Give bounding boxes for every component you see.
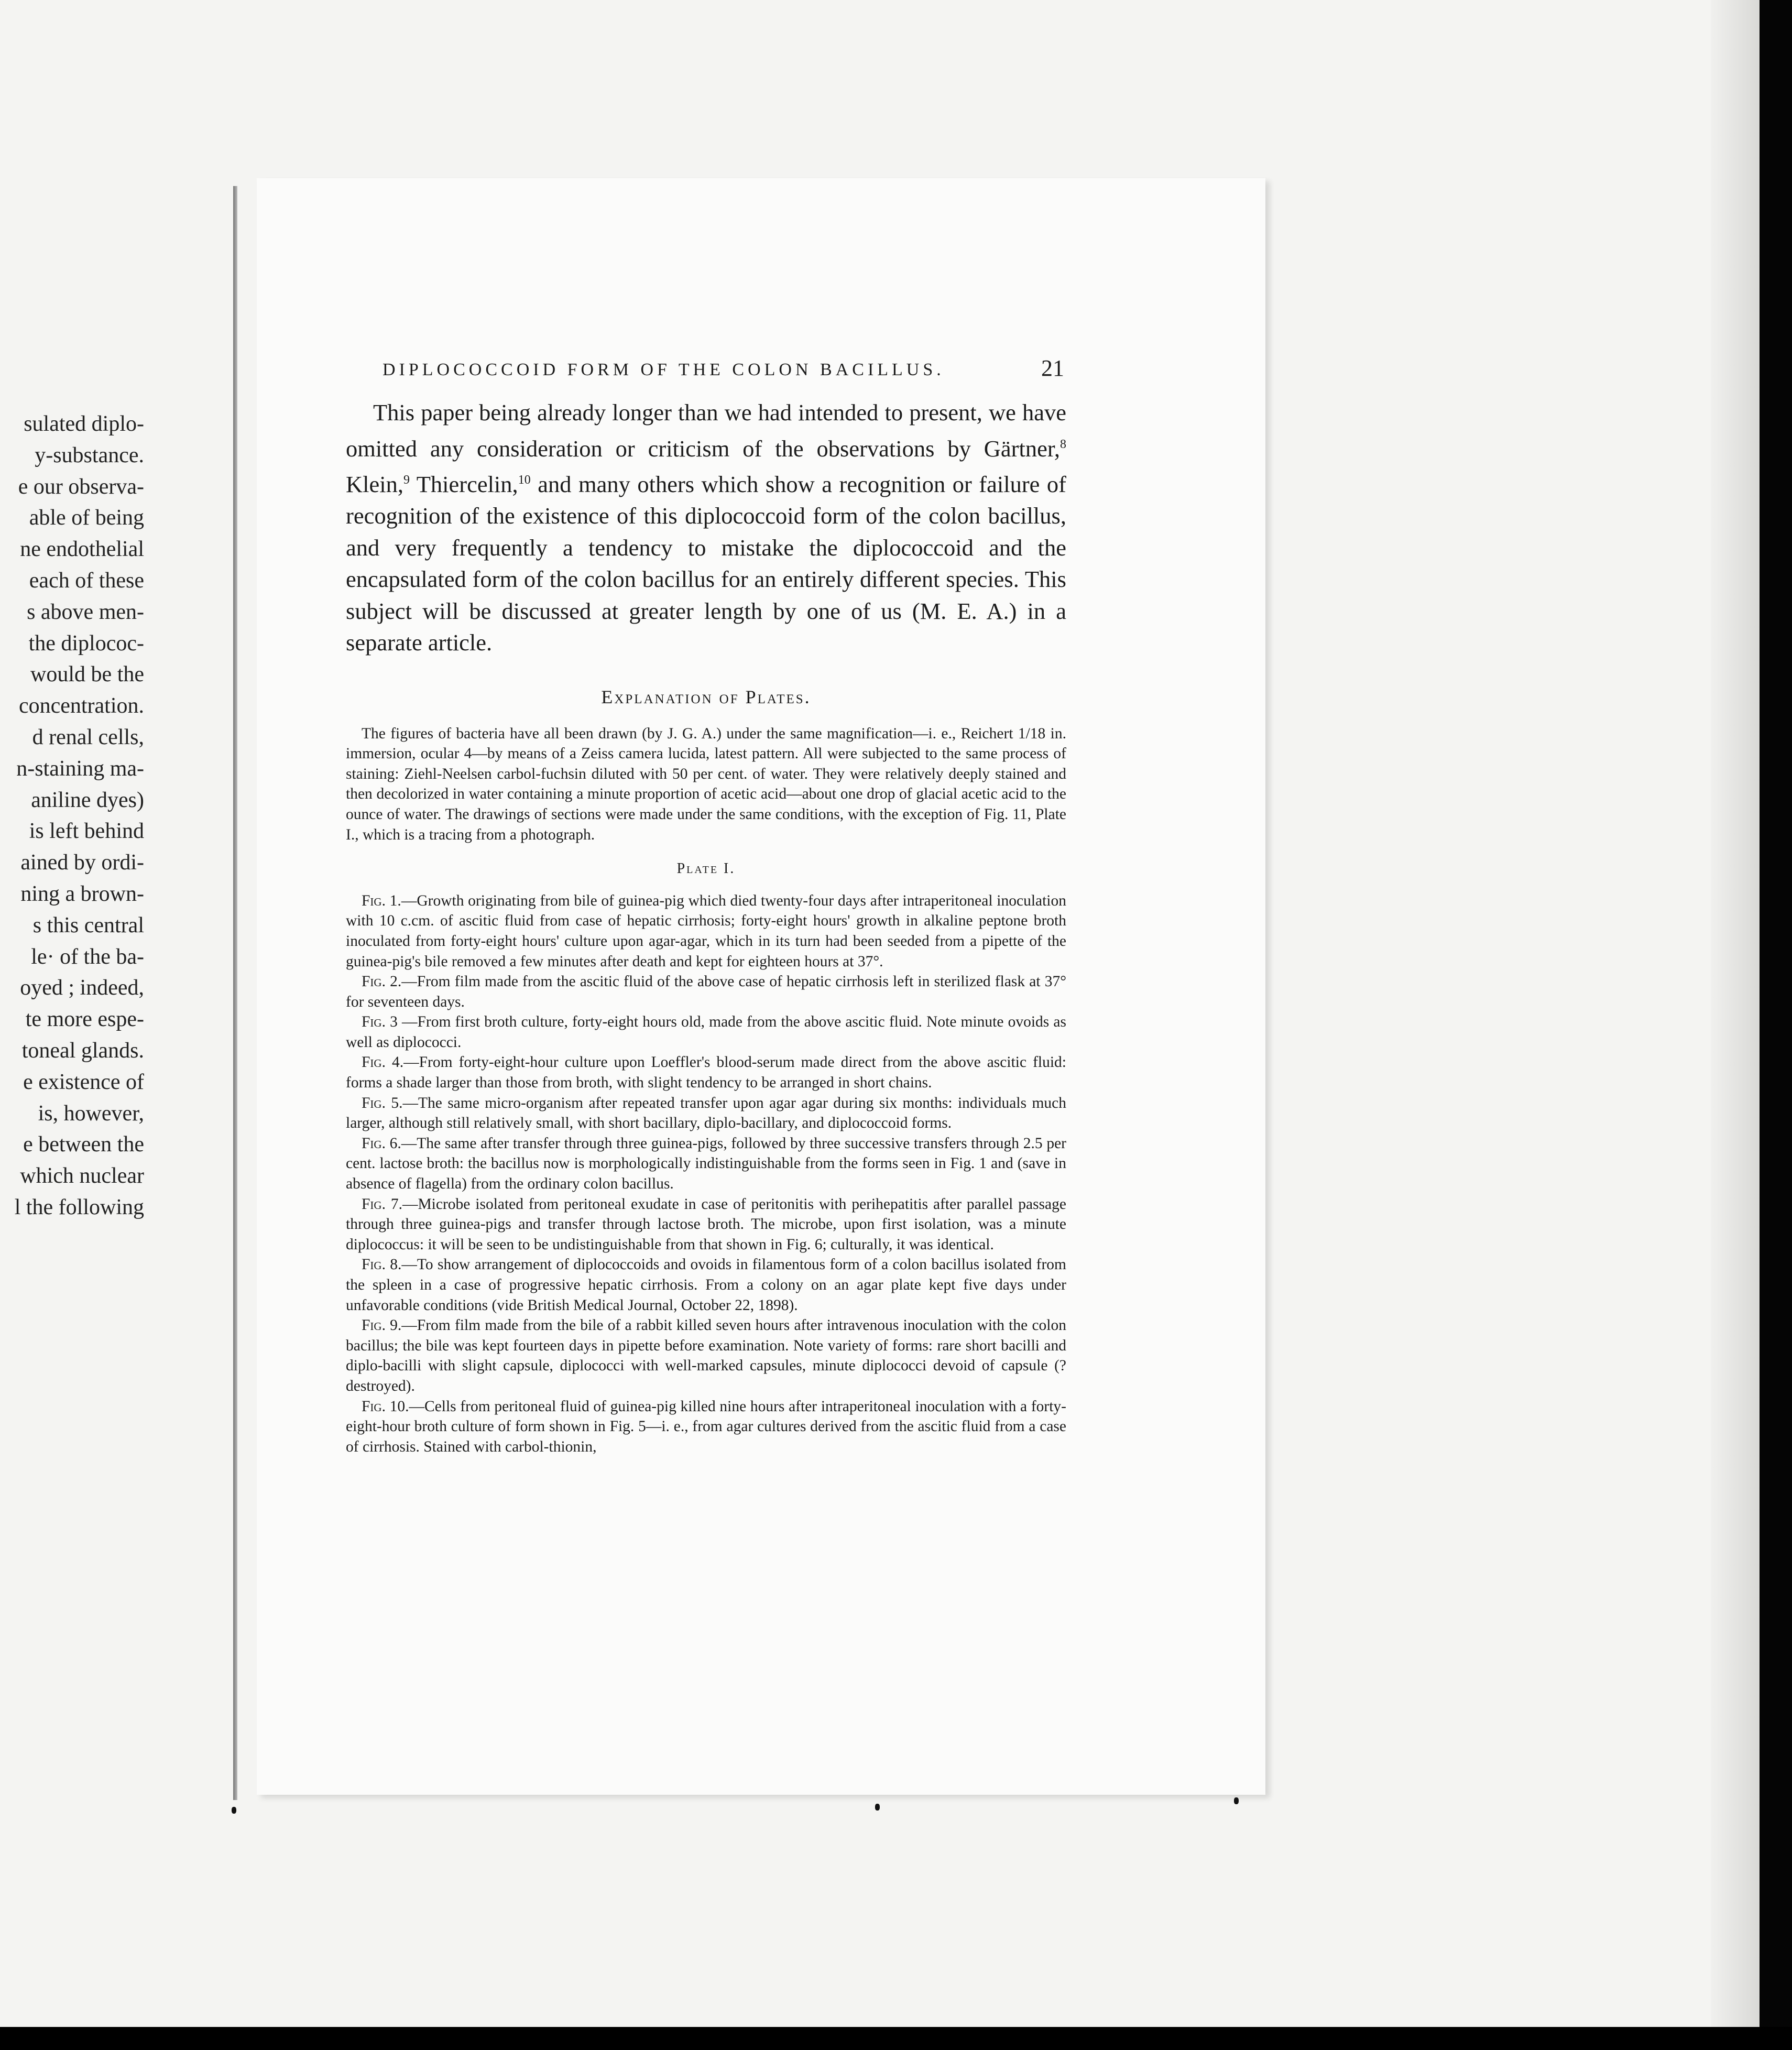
running-head-title: DIPLOCOCCOID FORM OF THE COLON BACILLUS.	[383, 360, 945, 379]
figure-legend	[346, 1194, 1066, 1255]
left-page-line: s above men-	[27, 599, 144, 624]
figure-text: —Growth originating from bile of guinea-pig which died twenty-four days after intraperitoneal inoculation with 10 c.cm. of ascitic fluid from case of hepatic cirrhosis; forty-eight hours' growth in alkaline peptone broth inoculated from forty-eight hours' culture upon agar-agar, which in its turn had been seeded from a pipette of the guinea-pig's bile removed a few minutes after death and kept for eighteen hours at 37°.	[346, 892, 1066, 970]
figure-label: Fig. 7.	[362, 1195, 402, 1213]
footnote-ref: 9	[403, 473, 410, 487]
left-page-line: is left behind	[29, 819, 144, 844]
left-page-line: ne endothelial	[20, 537, 144, 562]
running-head	[346, 354, 1066, 385]
figure-text: —From film made from the bile of a rabbit killed seven hours after intravenous inoculation with the colon bacillus; the bile was kept fourteen days in pipette before examination. Note variety of forms: rare short bacilli and diplo-bacilli with slight capsule, diplococci with well-marked capsules, minute diplococci devoid of capsule (? destroyed).	[346, 1317, 1066, 1394]
figure-legend	[346, 1012, 1066, 1052]
left-page-line: e existence of	[23, 1070, 144, 1094]
intro-paragraph: This paper being already longer than we had intended to present, we have omitted any consideration or criticism of the observations by Gärtner,$^8$ Klein,$^9$ Thiercelin,$^{10}$ and many others which show a recognition or failure of recognition of the existence of this diplococcoid form of the colon bacillus, and very frequently a tendency to mistake the diplococcoid and the encapsulated form of the colon bacillus for an entirely different species. This subject will be discussed at greater length by one of us (M. E. A.) in a separate article.	[346, 399, 1066, 656]
figure-legends	[346, 891, 1066, 1457]
book-edge-shadow	[1711, 0, 1760, 2027]
figure-legend	[346, 1052, 1066, 1093]
left-page-line: the diplococ-	[28, 631, 144, 656]
figure-label: Fig. 10.	[362, 1398, 409, 1415]
left-page-line: each of these	[29, 568, 144, 593]
scan-speck	[232, 1807, 236, 1814]
left-page-line: would be the	[30, 662, 144, 687]
figure-legend	[346, 1255, 1066, 1315]
left-page	[0, 0, 157, 2027]
figure-label: Fig. 6.	[362, 1135, 401, 1152]
left-page-line: ning a brown-	[20, 881, 144, 906]
figure-text: —Cells from peritoneal fluid of guinea-pig killed nine hours after intraperitoneal inoculation with a forty-eight-hour broth culture of form shown in Fig. 5—i. e., from agar cultures derived from the ascitic fluid from a case of cirrhosis. Stained with carbol-thionin,	[346, 1398, 1066, 1455]
left-page-line: able of being	[29, 506, 144, 530]
figure-label: Fig. 2.	[362, 973, 402, 990]
scan-speck	[1234, 1797, 1239, 1804]
left-page-line: e our observa-	[18, 474, 144, 499]
figure-legend	[346, 891, 1066, 972]
figure-label: Fig. 4.	[362, 1054, 404, 1071]
page-body	[346, 354, 1066, 1457]
figure-legend	[346, 972, 1066, 1012]
figure-text: —From film made from the ascitic fluid of the above case of hepatic cirrhosis left in sterilized flask at 37° for seventeen days.	[346, 973, 1066, 1010]
figure-legend	[346, 1315, 1066, 1396]
figure-legend	[346, 1397, 1066, 1457]
explanation-paragraph: The figures of bacteria have all been drawn (by J. G. A.) under the same magnification—i. e., Reichert 1/18 in. immersion, ocular 4—by means of a Zeiss camera lucida, latest pattern. All were subjected to the same process of staining: Ziehl-Neelsen carbol-fuchsin diluted with 50 per cent. of water. They were relatively deeply stained and then decolorized in water containing a minute proportion of acetic acid—about one drop of glacial acetic acid to the ounce of water. The drawings of sections were made under the same conditions, with the exception of Fig. 11, Plate I., which is a tracing from a photograph.	[346, 725, 1066, 843]
left-page-line: l the following	[14, 1195, 144, 1219]
left-page-line: s this central	[32, 913, 144, 937]
figure-label: Fig. 3	[362, 1013, 398, 1031]
scanner-border-bottom	[0, 2027, 1792, 2050]
left-page-line: d renal cells,	[32, 725, 144, 749]
left-page-line: ained by ordi-	[20, 850, 144, 875]
left-page-text	[0, 409, 144, 1224]
left-page-line: aniline dyes)	[31, 788, 144, 812]
left-page-line: toneal glands.	[21, 1038, 144, 1063]
left-page-line: oyed ; indeed,	[20, 976, 144, 1000]
figure-text: —The same after transfer through three guinea-pigs, followed by three successive transfers through 2.5 per cent. lactose broth: the bacillus now is morphologically indistinguishable from the forms seen in Fig. 1 and (save in absence of flagella) from the ordinary colon bacillus.	[346, 1135, 1066, 1193]
left-page-line: concentration.	[18, 694, 144, 718]
footnote-ref: 8	[1060, 437, 1066, 451]
book-spine	[233, 186, 237, 1800]
figure-label: Fig. 8.	[362, 1256, 402, 1273]
page-number: 21	[1041, 355, 1064, 381]
left-page-line: te more espe-	[25, 1007, 144, 1032]
figure-legend	[346, 1093, 1066, 1133]
left-page-line: is, however,	[38, 1101, 144, 1126]
figure-text: —Microbe isolated from peritoneal exudate in case of peritonitis with perihepatitis after parallel passage through three guinea-pigs and transfer through lactose broth. The microbe, upon first isolation, was a minute diplococcus: it will be seen to be undistinguishable from that shown in Fig. 6; culturally, it was identical.	[346, 1195, 1066, 1253]
figure-label: Fig. 5.	[362, 1094, 403, 1111]
footnote-ref: 10	[518, 473, 531, 487]
figure-label: Fig. 9.	[362, 1317, 402, 1334]
figure-legend	[346, 1133, 1066, 1194]
figure-label: Fig. 1.	[362, 892, 401, 909]
left-page-line: le· of the ba-	[31, 944, 144, 969]
figure-text: —From first broth culture, forty-eight hours old, made from the above ascitic fluid. Note minute ovoids as well as diplococci.	[346, 1013, 1066, 1051]
left-page-line: y-substance.	[35, 443, 144, 467]
explanation-heading: Explanation of Plates.	[601, 686, 811, 707]
figure-text: —From forty-eight-hour culture upon Loeffler's blood-serum made direct from the above ascitic fluid: forms a shade larger than those from broth, with slight tendency to be arranged in short chains.	[346, 1054, 1066, 1092]
figure-text: —The same micro-organism after repeated transfer upon agar agar during six months: individuals much larger, although still relatively small, with short bacillary, diplo-bacillary, and diplococcoid forms.	[346, 1094, 1066, 1132]
scanner-border-right	[1760, 0, 1792, 2050]
plate-heading: Plate I.	[676, 860, 736, 877]
right-page	[257, 178, 1265, 1795]
left-page-line: e between the	[23, 1132, 144, 1157]
left-page-line: sulated diplo-	[24, 412, 144, 436]
figure-text: —To show arrangement of diplococcoids and ovoids in filamentous form of a colon bacillus isolated from the spleen in a case of progressive hepatic cirrhosis. From a colony on an agar plate kept five days under unfavorable conditions (vide British Medical Journal, October 22, 1898).	[346, 1256, 1066, 1314]
left-page-line: which nuclear	[20, 1164, 144, 1188]
left-page-line: n-staining ma-	[16, 756, 144, 781]
scan-speck	[875, 1804, 880, 1811]
